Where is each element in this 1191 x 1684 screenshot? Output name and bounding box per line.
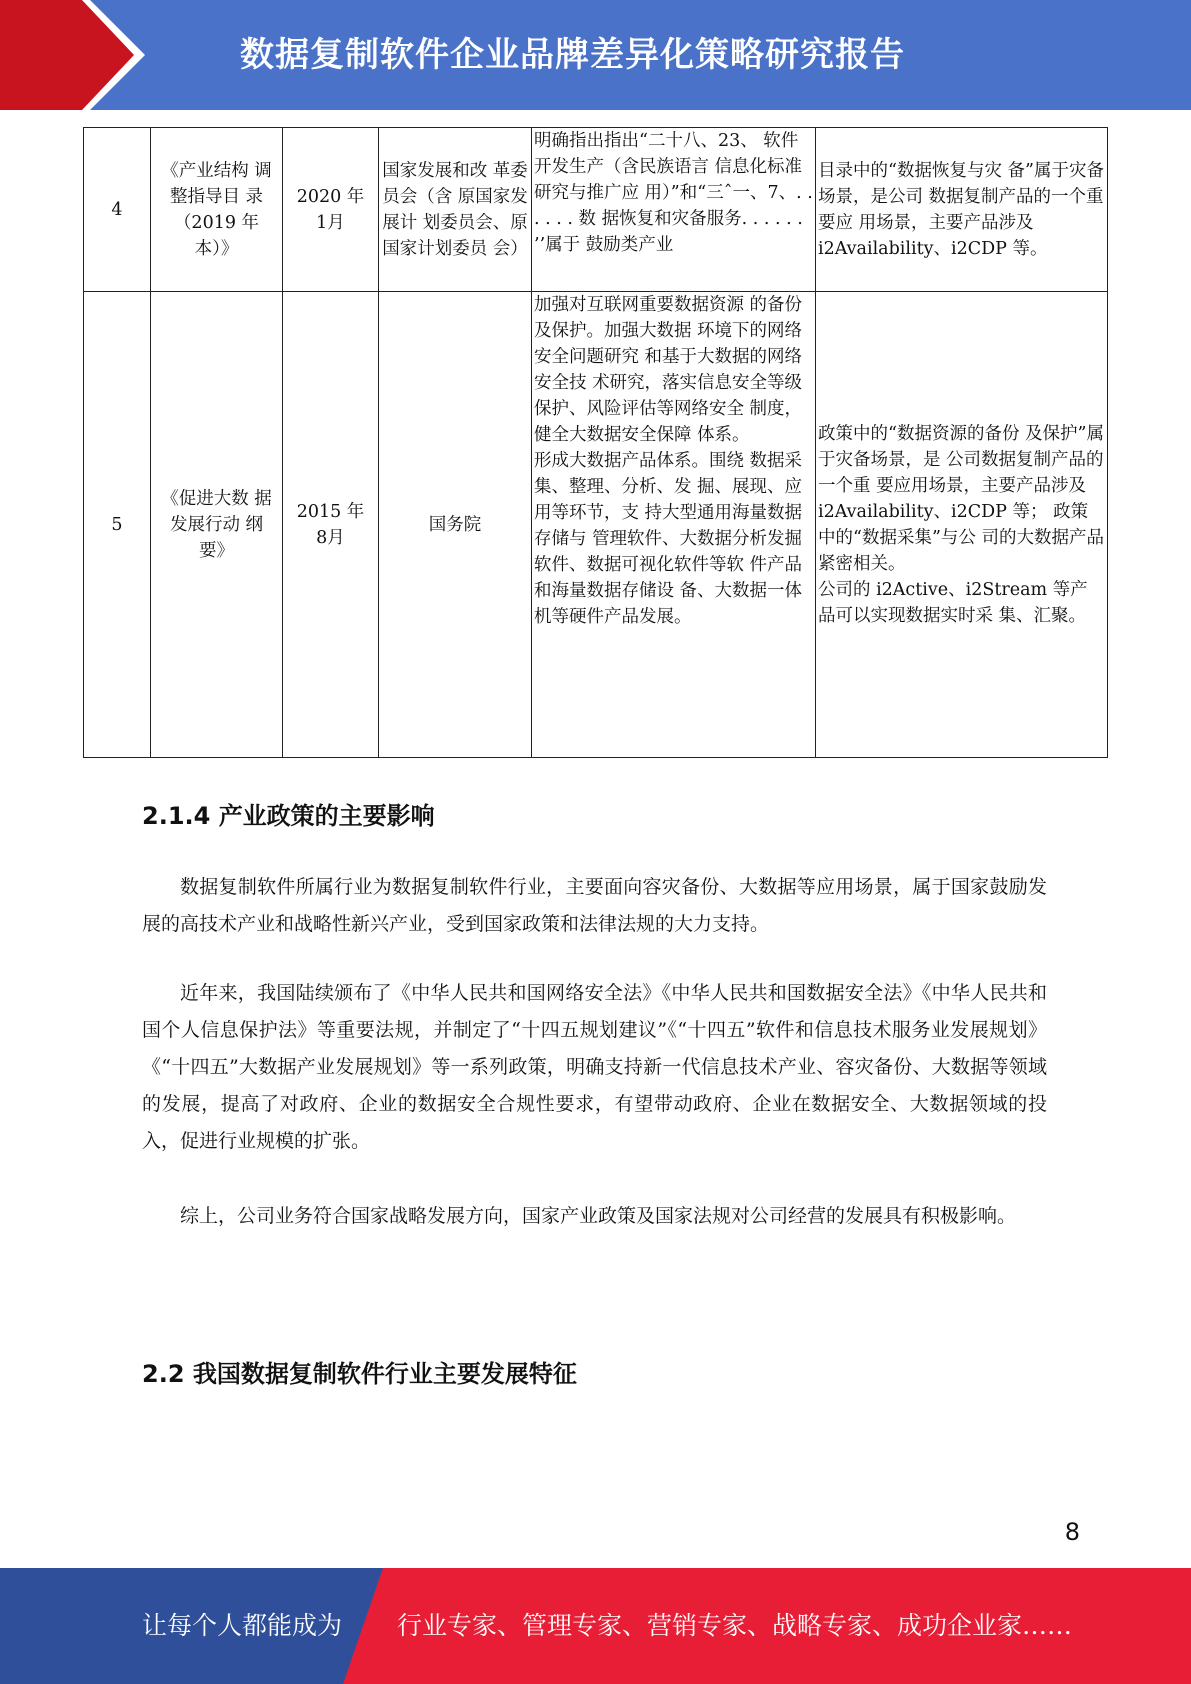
policy-content bbox=[532, 128, 816, 292]
policy-date: 2015 年 8月 bbox=[283, 292, 379, 758]
relation-paragraph: 目录中的“数据恢复与灾 备”属于灾备场景，是公司 数据复制产品的一个重要应 用场景，主要产品涉及 i2Availability、i2CDP 等。 bbox=[818, 160, 1104, 259]
report-title: 数据复制软件企业品牌差异化策略研究报告 bbox=[240, 35, 905, 75]
page-number: 8 bbox=[1064, 1518, 1080, 1546]
relation-to-company bbox=[816, 128, 1108, 292]
content-paragraph: 形成大数据产品体系。围绕 数据采集、整理、分析、发 掘、展现、应用等环节，支 持大型通用海量数据存储与 管理软件、大数据分析发掘 软件、数据可视化软件等软 件产品和海量数据存储设 备、大数据一体机等硬件产品发展。 bbox=[534, 451, 803, 627]
page-header bbox=[0, 0, 1191, 110]
row-number: 5 bbox=[84, 292, 151, 758]
issuing-department: 国务院 bbox=[379, 292, 532, 758]
relation-paragraph: 政策中的“数据资源的备份 及保护”属于灾备场景，是 公司数据复制产品的一个重 要应用场景，主要产品涉及 i2Availability、i2CDP 等； 政策中的“数据采集”与公 司的大数据产品紧密相关。 bbox=[818, 423, 1104, 574]
policy-date: 2020 年 1月 bbox=[283, 128, 379, 292]
section-heading-2-2: 2.2 我国数据复制软件行业主要发展特征 bbox=[142, 1360, 577, 1388]
policy-name: 《产业结构 调整指导目 录（2019 年本）》 bbox=[151, 128, 283, 292]
section-heading-2-1-4: 2.1.4 产业政策的主要影响 bbox=[142, 802, 435, 830]
content-paragraph: 加强对互联网重要数据资源 的备份及保护。加强大数据 环境下的网络安全问题研究 和基于大数据的网络安全技 术研究，落实信息安全等级 保护、风险评估等网络安全 制度，健全大数据安全保障 体系。 bbox=[534, 295, 803, 445]
table-row bbox=[84, 292, 1108, 758]
page-footer bbox=[0, 1568, 1191, 1684]
header-red-arrow-shape bbox=[0, 0, 150, 110]
policy-content bbox=[532, 292, 816, 758]
footer-slogan-right: 行业专家、管理专家、营销专家、战略专家、成功企业家…… bbox=[397, 1611, 1073, 1640]
relation-to-company bbox=[816, 292, 1108, 758]
row-number: 4 bbox=[84, 128, 151, 292]
policy-table bbox=[83, 127, 1108, 758]
content-paragraph: 明确指出指出“二十八、23、 软件开发生产（含民族语言 信息化标准研究与推广应 用）”和“三ˆ一、7、. . . . . . 数 据恢复和灾备服务. . . . . . ’’属于 鼓励类产业 bbox=[534, 131, 813, 255]
policy-name: 《促进大数 据发展行动 纲要》 bbox=[151, 292, 283, 758]
body-paragraph: 近年来，我国陆续颁布了《中华人民共和国网络安全法》《中华人民共和国数据安全法》《中华人民共和国个人信息保护法》等重要法规，并制定了“十四五规划建议”《“十四五”软件和信息技术服务业发展规划》《“十四五”大数据产业发展规划》等一系列政策，明确支持新一代信息技术产业、容灾备份、大数据等领域的发展，提高了对政府、企业的数据安全合规性要求，有望带动政府、企业在数据安全、大数据领域的投入，促进行业规模的扩张。 bbox=[142, 982, 1047, 1152]
body-paragraph: 综上，公司业务符合国家战略发展方向，国家产业政策及国家法规对公司经营的发展具有积极影响。 bbox=[180, 1205, 1017, 1227]
footer-slogan-left: 让每个人都能成为 bbox=[142, 1611, 343, 1640]
issuing-department: 国家发展和改 革委员会（含 原国家发展计 划委员会、原 国家计划委员 会） bbox=[379, 128, 532, 292]
table-row bbox=[84, 128, 1108, 292]
body-paragraph: 数据复制软件所属行业为数据复制软件行业，主要面向容灾备份、大数据等应用场景，属于国家鼓励发展的高技术产业和战略性新兴产业，受到国家政策和法律法规的大力支持。 bbox=[142, 876, 1047, 935]
relation-paragraph: 公司的 i2Active、i2Stream 等产品可以实现数据实时采 集、汇聚。 bbox=[818, 579, 1088, 626]
